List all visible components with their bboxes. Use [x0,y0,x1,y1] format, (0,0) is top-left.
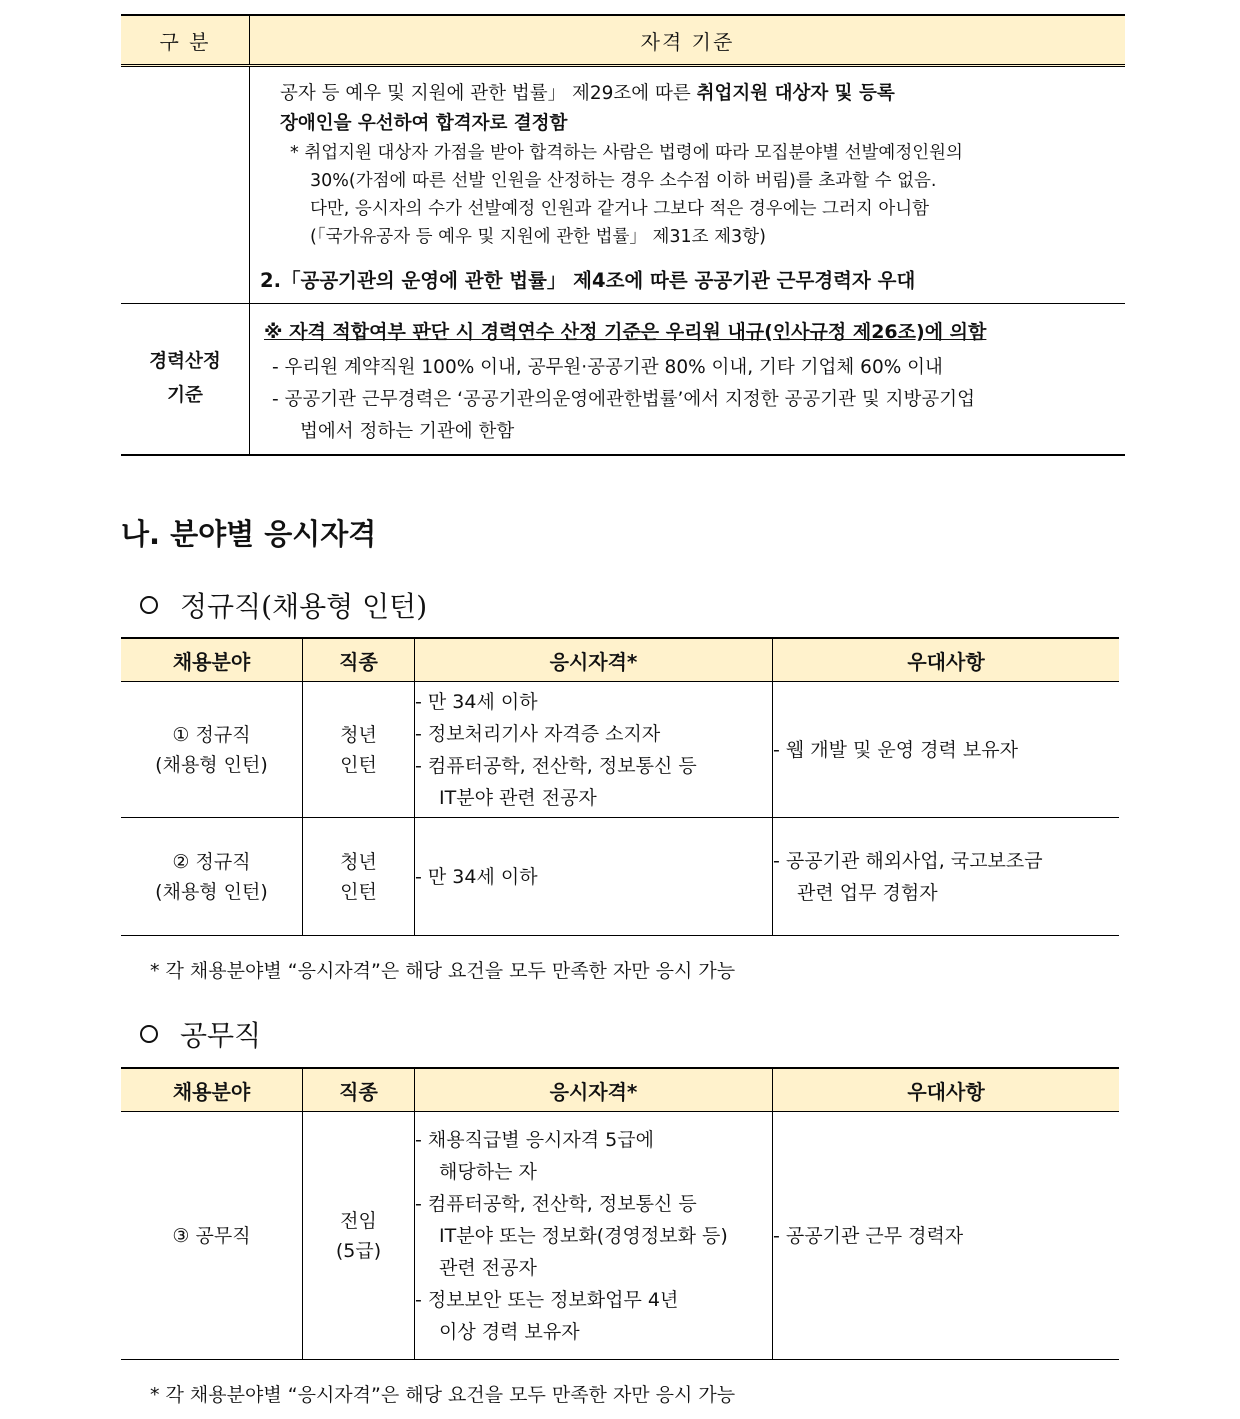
subsection-regular [140,585,427,625]
career-public-agency [264,384,1111,448]
footnote-regular: * 각 채용분야별 “응시자격”은 해당 요건을 모두 만족한 자만 응시 가능 [150,960,736,982]
th-field: 채용분야 [121,1068,303,1112]
qual-item [415,750,772,814]
table-row [121,682,1119,818]
note-line: * 취업지원 대상자 가점을 받아 합격하는 사람은 법령에 따라 모집분야별 선발예정인원의 [290,143,963,163]
qual-line: IT분야 또는 정보화(경영정보화 등) [439,1224,728,1247]
qual-item [415,1124,772,1188]
field-name: ③ 공무직 [172,1224,251,1247]
job-cell [303,682,415,818]
qual-cell [415,818,773,936]
job-line: 인턴 [340,880,377,903]
qual-item: - 만 34세 이하 [415,690,538,713]
job-line: 청년 [340,850,377,873]
criteria-row-preference [121,66,1125,304]
job-line: 청년 [340,723,377,746]
preference-text: 공자 등 예우 및 지원에 관한 법률」 제29조에 따른 [280,83,697,104]
preference-bold-1: 취업지원 대상자 및 등록 [696,83,895,104]
th-job: 직종 [303,638,415,682]
subsection-contract [140,1014,261,1054]
field-cell [121,1112,303,1360]
qual-line: - 컴퓨터공학, 전산학, 정보통신 등 [415,1192,697,1215]
preference-paragraph [280,79,1113,139]
qual-line: 이상 경력 보유자 [439,1320,580,1343]
qual-item: - 정보처리기사 자격증 소지자 [415,722,661,745]
pref-line: - 공공기관 해외사업, 국고보조금 [773,849,1043,872]
field-cell [121,682,303,818]
pref-cell [773,818,1120,936]
th-qual: 응시자격* [415,638,773,682]
qual-item: - 만 34세 이하 [415,865,538,888]
row-label-empty [121,66,250,304]
qual-cell [415,682,773,818]
field-sub: (채용형 인턴) [155,753,268,776]
veteran-note [280,139,1113,251]
th-field: 채용분야 [121,638,303,682]
subsection-regular-title: 정규직(채용형 인턴) [180,590,428,623]
table-row [121,818,1119,936]
note-line: 30%(가점에 따른 선발 인원을 산정하는 경우 소수점 이하 버림)를 초과할 수 없음. [310,171,937,191]
field-sub: (채용형 인턴) [155,880,268,903]
pref-cell [773,682,1120,818]
circle-bullet-icon [140,596,158,614]
qual-line: - 컴퓨터공학, 전산학, 정보통신 등 [415,754,697,777]
criteria-cell-preference [250,66,1126,304]
header-criteria: 자격 기준 [250,15,1126,66]
job-cell [303,1112,415,1360]
circle-bullet-icon [140,1025,158,1043]
qual-line: 해당하는 자 [439,1160,537,1183]
note-line: 다만, 응시자의 수가 선발예정 인원과 같거나 그보다 적은 경우에는 그러지 아니함 [310,199,930,219]
section-title: 나. 분야별 응시자격 [121,517,377,551]
th-job: 직종 [303,1068,415,1112]
qual-cell [415,1112,773,1360]
contract-table [121,1067,1119,1360]
criteria-table-header [121,15,1125,66]
regular-table [121,637,1119,936]
qual-line: - 채용직급별 응시자격 5급에 [415,1128,654,1151]
regular-table-header [121,638,1119,682]
career-label [121,304,250,456]
criteria-row-career [121,304,1125,456]
qual-item [415,1284,772,1348]
contract-table-header [121,1068,1119,1112]
career-label-line: 경력산정 [149,351,221,372]
note-line: (「국가유공자 등 예우 및 지원에 관한 법률」 제31조 제3항) [310,227,766,247]
field-cell [121,818,303,936]
career-public-line: 법에서 정하는 기관에 한함 [300,421,515,442]
qual-line: IT분야 관련 전공자 [439,786,597,809]
career-label-line: 기준 [167,385,203,406]
job-line: 전임 [340,1209,377,1232]
subsection-contract-title: 공무직 [180,1019,262,1052]
field-name: ② 정규직 [172,850,251,873]
career-public-line: - 공공기관 근무경력은 ‘공공기관의운영에관한법률’에서 지정한 공공기관 및 지방공기업 [272,389,975,410]
qual-item [415,1188,772,1284]
th-pref: 우대사항 [773,1068,1120,1112]
pref-item [773,845,1119,909]
preference-bold-2: 장애인을 우선하여 합격자로 결정함 [280,113,568,134]
th-pref: 우대사항 [773,638,1120,682]
job-line: (5급) [335,1239,382,1262]
qual-line: - 정보보안 또는 정보화업무 4년 [415,1288,679,1311]
job-cell [303,818,415,936]
pref-item: - 공공기관 근무 경력자 [773,1224,964,1247]
pref-item: - 웹 개발 및 운영 경력 보유자 [773,738,1018,761]
pref-line: 관련 업무 경험자 [797,881,938,904]
career-cell [250,304,1126,456]
criteria-table [121,14,1125,456]
th-qual: 응시자격* [415,1068,773,1112]
pref-cell [773,1112,1120,1360]
job-line: 인턴 [340,753,377,776]
table-row [121,1112,1119,1360]
career-ratio: - 우리원 계약직원 100% 이내, 공무원·공공기관 80% 이내, 기타 기업체 60% 이내 [272,357,943,378]
field-name: ① 정규직 [172,723,251,746]
career-rule-note: ※ 자격 적합여부 판단 시 경력연수 산정 기준은 우리원 내규(인사규정 제26조)에 의함 [264,321,987,343]
public-agency-preference: 2.「공공기관의 운영에 관한 법률」 제4조에 따른 공공기관 근무경력자 우대 [260,269,916,292]
qual-line: 관련 전공자 [439,1256,537,1279]
footnote-contract: * 각 채용분야별 “응시자격”은 해당 요건을 모두 만족한 자만 응시 가능 [150,1384,736,1406]
header-category: 구 분 [121,15,250,66]
